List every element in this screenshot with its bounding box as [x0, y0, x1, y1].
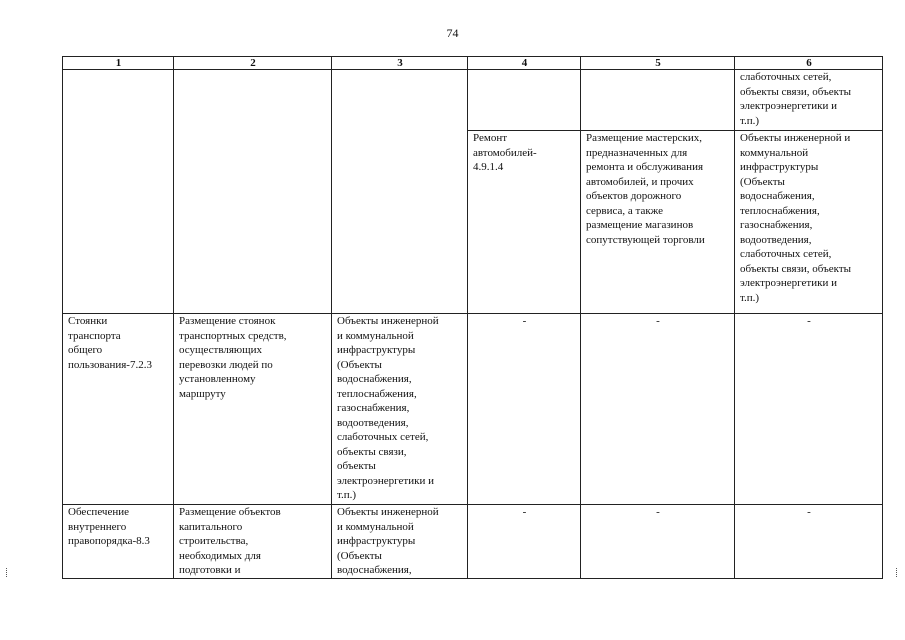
header-col-1: 1	[63, 57, 174, 70]
header-col-2: 2	[174, 57, 332, 70]
security-use-name: Обеспечение внутреннего правопорядка-8.3	[63, 505, 174, 579]
repair-use-aux: Объекты инженерной и коммунальной инфраструктуры (Объекты водоснабжения, теплоснабжения, газоснабжения, водоотведения, слаботочных сетей, объекты связи, объекты электроэнергетики и т.п.)	[735, 131, 883, 314]
header-col-5: 5	[581, 57, 735, 70]
parking-use-aux: Объекты инженерной и коммунальной инфраструктуры (Объекты водоснабжения, теплоснабжения, газоснабжения, водоотведения, слаботочных сетей, объекты связи, объекты электроэнергетики и т.п.)	[332, 314, 468, 505]
security-col4-dash: -	[468, 505, 581, 579]
continuation-cell-col6: слаботочных сетей, объекты связи, объекты электроэнергетики и т.п.)	[735, 70, 883, 131]
table-row	[63, 314, 883, 505]
zoning-table	[62, 56, 883, 579]
table-cell	[332, 70, 468, 314]
parking-col4-dash: -	[468, 314, 581, 505]
parking-col6-dash: -	[735, 314, 883, 505]
right-edge-mark	[896, 568, 900, 577]
table-row	[63, 70, 883, 131]
security-use-description: Размещение объектов капитального строительства, необходимых для подготовки и	[174, 505, 332, 579]
table-cell	[468, 70, 581, 131]
security-col5-dash: -	[581, 505, 735, 579]
parking-col5-dash: -	[581, 314, 735, 505]
table-cell	[174, 70, 332, 314]
parking-use-description: Размещение стоянок транспортных средств, осуществляющих перевозки людей по установленному маршруту	[174, 314, 332, 505]
table-cell	[63, 70, 174, 314]
page-number: 74	[446, 26, 459, 40]
table-row	[63, 505, 883, 579]
repair-use-description: Размещение мастерских, предназначенных для ремонта и обслуживания автомобилей, и прочих объектов дорожного сервиса, а также размещение магазинов сопутствующей торговли	[581, 131, 735, 314]
header-col-6: 6	[735, 57, 883, 70]
security-use-aux: Объекты инженерной и коммунальной инфраструктуры (Объекты водоснабжения,	[332, 505, 468, 579]
header-col-4: 4	[468, 57, 581, 70]
parking-use-name: Стоянки транспорта общего пользования-7.2.3	[63, 314, 174, 505]
header-col-3: 3	[332, 57, 468, 70]
security-col6-dash: -	[735, 505, 883, 579]
table-cell	[581, 70, 735, 131]
left-edge-mark	[6, 568, 10, 577]
repair-use-name: Ремонт автомобилей- 4.9.1.4	[468, 131, 581, 314]
table-header-row	[63, 57, 883, 70]
